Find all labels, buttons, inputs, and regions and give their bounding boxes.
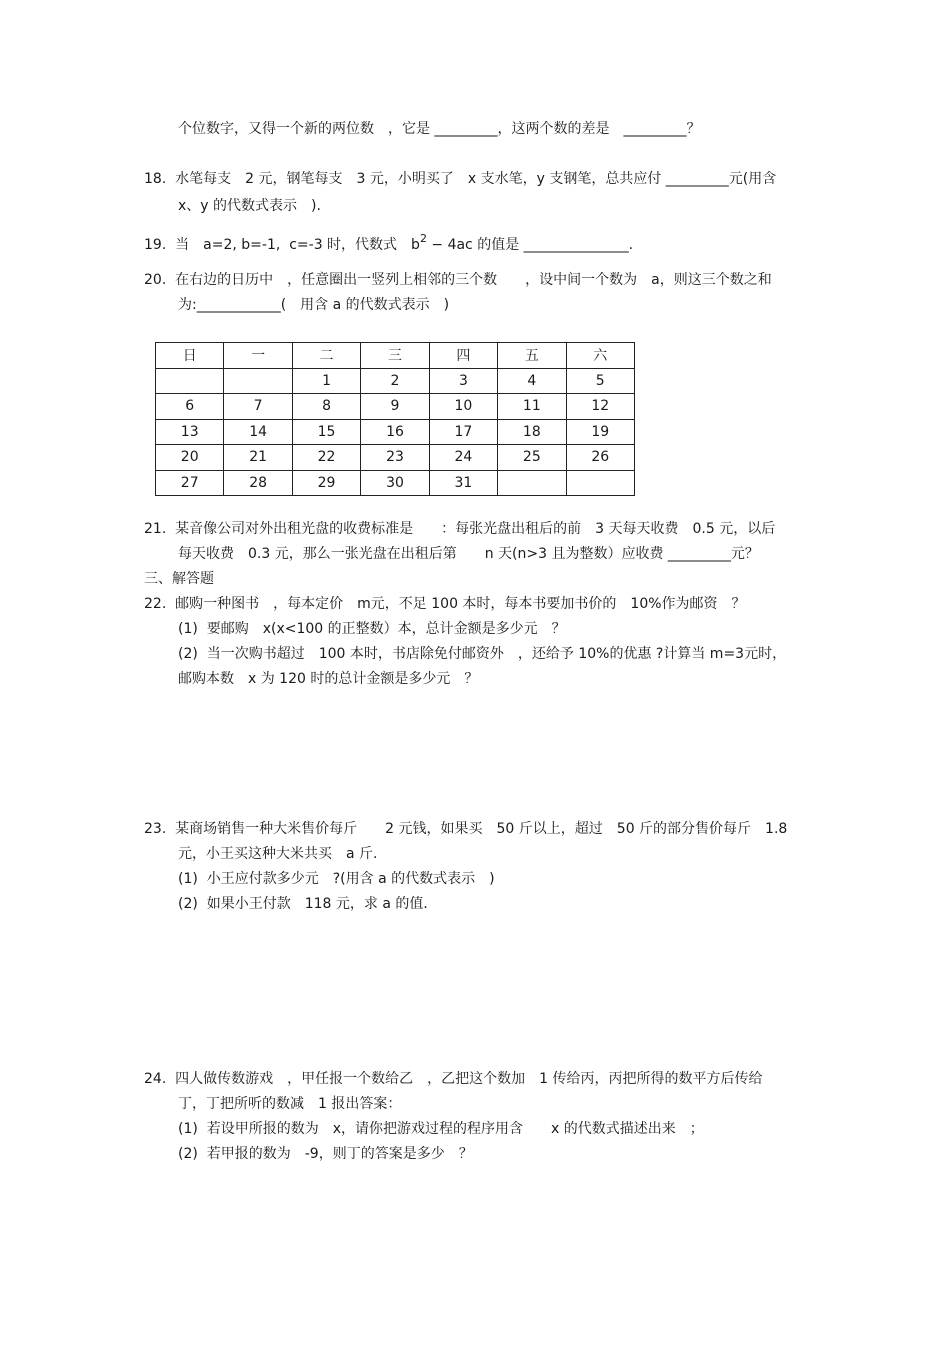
calendar-cell: 12 [566, 394, 634, 420]
q19-post: − 4ac 的值是 _______________. [426, 237, 634, 253]
calendar-cell: 30 [361, 470, 429, 496]
q23-part2: (2) 如果小王付款 118 元，求 a 的值． [178, 896, 438, 912]
calendar-header-row [156, 343, 635, 369]
q20-line2: 为:____________( 用含 a 的代数式表示 ) [178, 297, 450, 313]
q18-line2: x、y 的代数式表示 ). [178, 198, 321, 214]
calendar-header-cell: 五 [498, 343, 566, 369]
calendar-cell: 8 [292, 394, 360, 420]
calendar-cell: 18 [498, 419, 566, 445]
calendar-cell: 17 [429, 419, 497, 445]
calendar-cell: 2 [361, 368, 429, 394]
calendar-header-cell: 四 [429, 343, 497, 369]
calendar-cell: 14 [224, 419, 292, 445]
calendar-cell: 23 [361, 445, 429, 471]
calendar-row [156, 368, 635, 394]
calendar-row [156, 445, 635, 471]
q17-continuation: 个位数字，又得一个新的两位数 ，它是 _________，这两个数的差是 _________？ [178, 121, 701, 137]
q24-line2: 丁，丁把所听的数减 1 报出答案： [178, 1096, 402, 1112]
calendar-cell: 6 [156, 394, 224, 420]
calendar-cell: 7 [224, 394, 292, 420]
calendar-row [156, 470, 635, 496]
q22-part2-line1: (2) 当一次购书超过 100 本时，书店除免付邮资外 ，还给予 10%的优惠 ?计算当 m=3元时， [178, 646, 787, 662]
q24-line1: 24. 四人做传数游戏 ，甲任报一个数给乙 ，乙把这个数加 1 传给丙，丙把所得的数平方后传给 [144, 1071, 763, 1087]
calendar-cell: 1 [292, 368, 360, 394]
calendar-cell: 3 [429, 368, 497, 394]
calendar-header-cell: 六 [566, 343, 634, 369]
q21-line1: 21. 某音像公司对外出租光盘的收费标准是 ：每张光盘出租后的前 3 天每天收费 0.5 元，以后 [144, 521, 776, 537]
q20-line1: 20. 在右边的日历中 ，任意圈出一竖列上相邻的三个数 ，设中间一个数为 a，则这三个数之和 [144, 272, 772, 288]
calendar-row [156, 419, 635, 445]
q22-line1: 22. 邮购一种图书 ，每本定价 m元，不足 100 本时，每本书要加书价的 10%作为邮资 ？ [144, 596, 746, 612]
q23-part1: (1) 小王应付款多少元 ?(用含 a 的代数式表示 ) [178, 871, 495, 887]
q22-part2-line2: 邮购本数 x 为 120 时的总计金额是多少元 ？ [178, 671, 479, 687]
calendar-table [155, 342, 635, 496]
calendar-cell [498, 470, 566, 496]
calendar-cell: 11 [498, 394, 566, 420]
calendar-cell: 13 [156, 419, 224, 445]
q18-line1: 18. 水笔每支 2 元，钢笔每支 3 元，小明买了 x 支水笔，y 支钢笔，总共应付 _________元(用含 [144, 171, 777, 187]
calendar-cell: 24 [429, 445, 497, 471]
q24-part1: (1) 若设甲所报的数为 x，请你把游戏过程的程序用含 x 的代数式描述出来 ； [178, 1121, 704, 1137]
calendar-cell: 25 [498, 445, 566, 471]
q19-line [144, 232, 634, 255]
calendar-cell: 21 [224, 445, 292, 471]
calendar-cell: 16 [361, 419, 429, 445]
calendar-row [156, 394, 635, 420]
q23-line2: 元，小王买这种大米共买 a 斤. [178, 846, 378, 862]
calendar-cell: 10 [429, 394, 497, 420]
q23-line1: 23. 某商场销售一种大米售价每斤 2 元钱，如果买 50 斤以上，超过 50 斤的部分售价每斤 1.8 [144, 821, 788, 837]
calendar-cell [156, 368, 224, 394]
calendar-cell: 4 [498, 368, 566, 394]
calendar-header-cell: 日 [156, 343, 224, 369]
calendar-header-cell: 三 [361, 343, 429, 369]
calendar-cell: 20 [156, 445, 224, 471]
calendar-cell: 27 [156, 470, 224, 496]
calendar-cell: 5 [566, 368, 634, 394]
q21-line2: 每天收费 0.3 元，那么一张光盘在出租后第 n 天(n>3 且为整数）应收费 _________元？ [178, 546, 759, 562]
calendar-cell: 22 [292, 445, 360, 471]
calendar-cell: 26 [566, 445, 634, 471]
calendar-cell: 15 [292, 419, 360, 445]
calendar-header-cell: 二 [292, 343, 360, 369]
calendar-cell: 19 [566, 419, 634, 445]
q19-pre: 19. 当 a=2, b=-1, c=-3 时，代数式 b [144, 237, 420, 253]
calendar-cell [224, 368, 292, 394]
calendar-header-cell: 一 [224, 343, 292, 369]
calendar-cell: 29 [292, 470, 360, 496]
calendar-cell: 9 [361, 394, 429, 420]
q19-superscript: 2 [419, 232, 427, 245]
q24-part2: (2) 若甲报的数为 -9，则丁的答案是多少 ？ [178, 1146, 473, 1162]
calendar-cell [566, 470, 634, 496]
section-3-title: 三、解答题 [144, 571, 214, 587]
q22-part1: (1) 要邮购 x(x<100 的正整数）本，总计金额是多少元 ？ [178, 621, 566, 637]
calendar-cell: 28 [224, 470, 292, 496]
calendar-cell: 31 [429, 470, 497, 496]
